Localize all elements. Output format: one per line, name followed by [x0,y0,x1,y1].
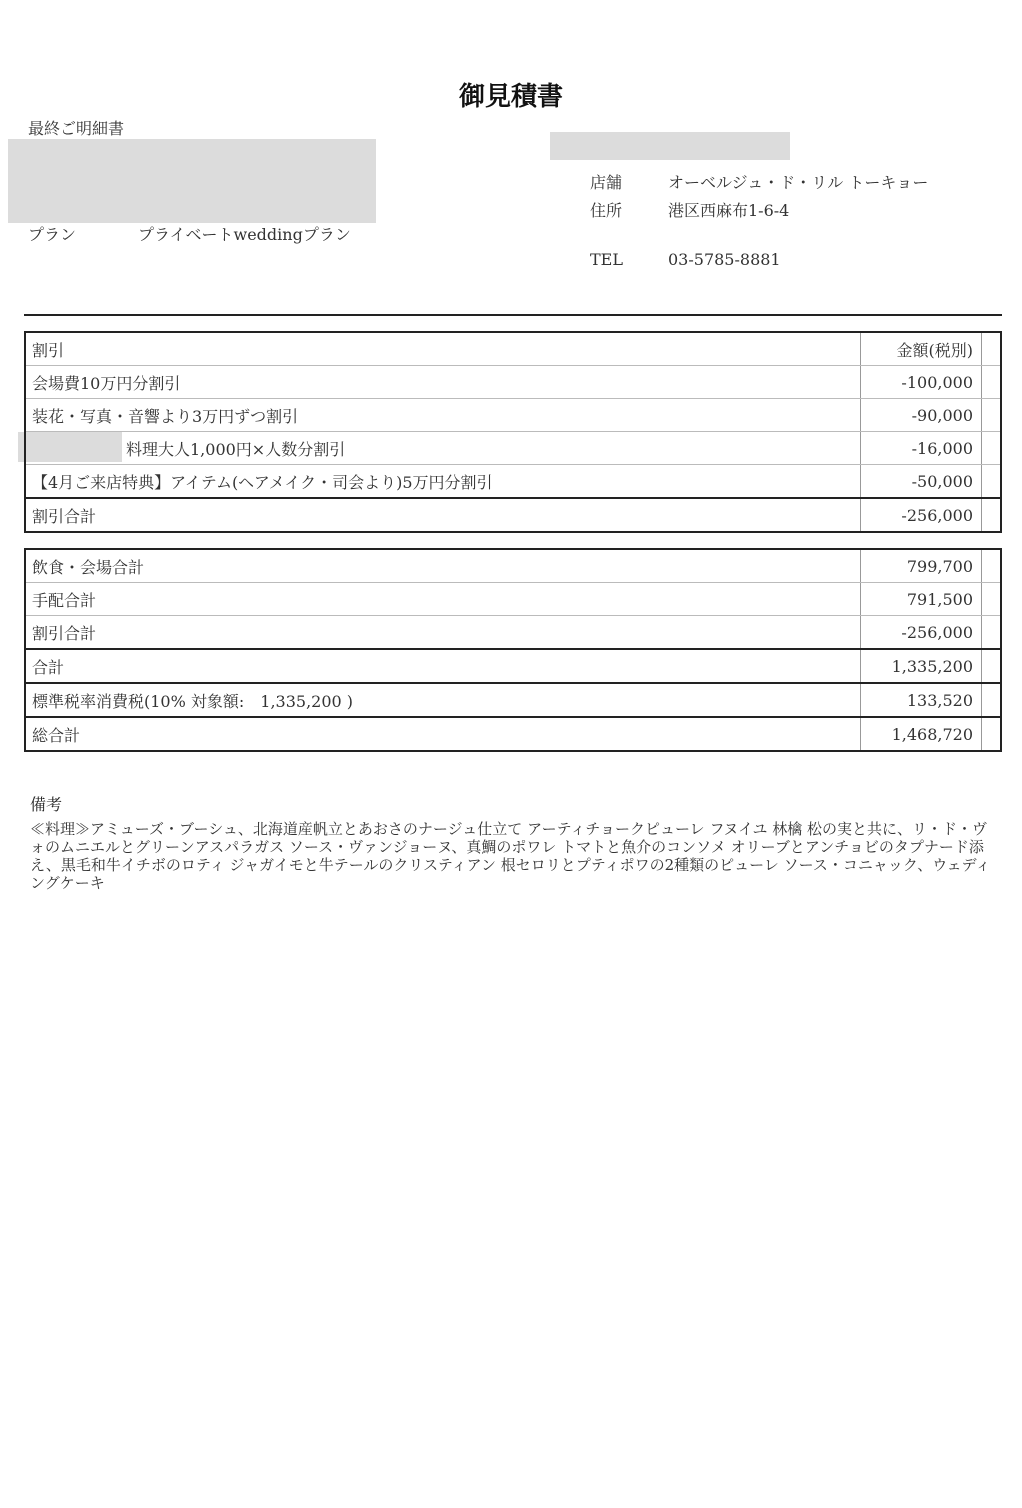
discount-total-row [25,498,1001,532]
row-desc: 手配合計 [25,583,861,616]
row-amount: -16,000 [861,432,982,465]
row-amount: -256,000 [861,616,982,650]
table-pad-cell [982,465,1002,499]
grand-total-row [25,717,1001,751]
table-pad-cell [982,366,1002,399]
divider-line [24,314,1002,316]
table-pad-cell [982,332,1002,366]
notes-text: ≪料理≫アミューズ・ブーシュ、北海道産帆立とあおさのナージュ仕立て アーティチョークピューレ フヌイユ 林檎 松の実と共に、リ・ド・ヴォのムニエルとグリーンアスパラガス ソース・ヴァンジョーヌ、真鯛のポワレ トマトと魚介のコンソメ オリーブとアンチョビのタプナード添え、黒毛和牛イチボのロティ ジャガイモと牛テールのクリスティアン 根セロリとプティポワの2種類のピューレ ソース・コニャック、ウェディングケーキ [30,820,991,892]
document-subtitle: 最終ご明細書 [28,119,125,138]
table-pad-cell [982,649,1002,683]
table-pad-cell [982,583,1002,616]
row-desc: 飲食・会場合計 [25,549,861,583]
table-pad-cell [982,683,1002,717]
row-desc: 会場費10万円分割引 [25,366,861,399]
plan-value: プライベートweddingプラン [138,225,351,244]
store-name: オーベルジュ・ド・リル トーキョー [668,173,929,192]
row-desc: 合計 [25,649,861,683]
row-amount: 1,468,720 [861,717,982,751]
table-row [25,366,1001,399]
row-amount: -50,000 [861,465,982,499]
redacted-block [550,132,790,160]
row-desc: 割引合計 [25,498,861,532]
address-value: 港区西麻布1-6-4 [668,201,790,220]
table-pad-cell [982,549,1002,583]
row-amount: 791,500 [861,583,982,616]
redacted-block [8,139,376,223]
discount-table [24,331,1002,533]
table-row [25,465,1001,499]
table-row [25,399,1001,432]
tel-value: 03-5785-8881 [668,250,781,269]
plan-label: プラン [28,225,77,244]
row-amount: 1,335,200 [861,649,982,683]
header-desc: 割引 [25,332,861,366]
table-pad-cell [982,498,1002,532]
row-desc: 総合計 [25,717,861,751]
row-amount: -90,000 [861,399,982,432]
table-header-row [25,332,1001,366]
table-pad-cell [982,432,1002,465]
row-amount: 133,520 [861,683,982,717]
row-desc: 料理大人1,000円×人数分割引 [25,432,861,465]
subtotal-row [25,649,1001,683]
tel-label: TEL [590,250,623,269]
notes-label: 備考 [30,795,63,814]
summary-table [24,548,1002,752]
row-amount: -256,000 [861,498,982,532]
table-pad-cell [982,399,1002,432]
tax-row [25,683,1001,717]
row-amount: 799,700 [861,549,982,583]
row-desc: 【4月ご来店特典】アイテム(ヘアメイク・司会より)5万円分割引 [25,465,861,499]
row-desc: 装花・写真・音響より3万円ずつ割引 [25,399,861,432]
table-row [25,549,1001,583]
table-row [25,432,1001,465]
row-desc: 標準税率消費税(10% 対象額: 1,335,200 ) [25,683,861,717]
header-amount: 金額(税別) [861,332,982,366]
table-row [25,583,1001,616]
store-label: 店舗 [590,173,623,192]
row-amount: -100,000 [861,366,982,399]
document-title: 御見積書 [458,82,563,112]
row-desc: 割引合計 [25,616,861,650]
table-pad-cell [982,717,1002,751]
table-pad-cell [982,616,1002,650]
table-row [25,616,1001,650]
address-label: 住所 [590,201,623,220]
